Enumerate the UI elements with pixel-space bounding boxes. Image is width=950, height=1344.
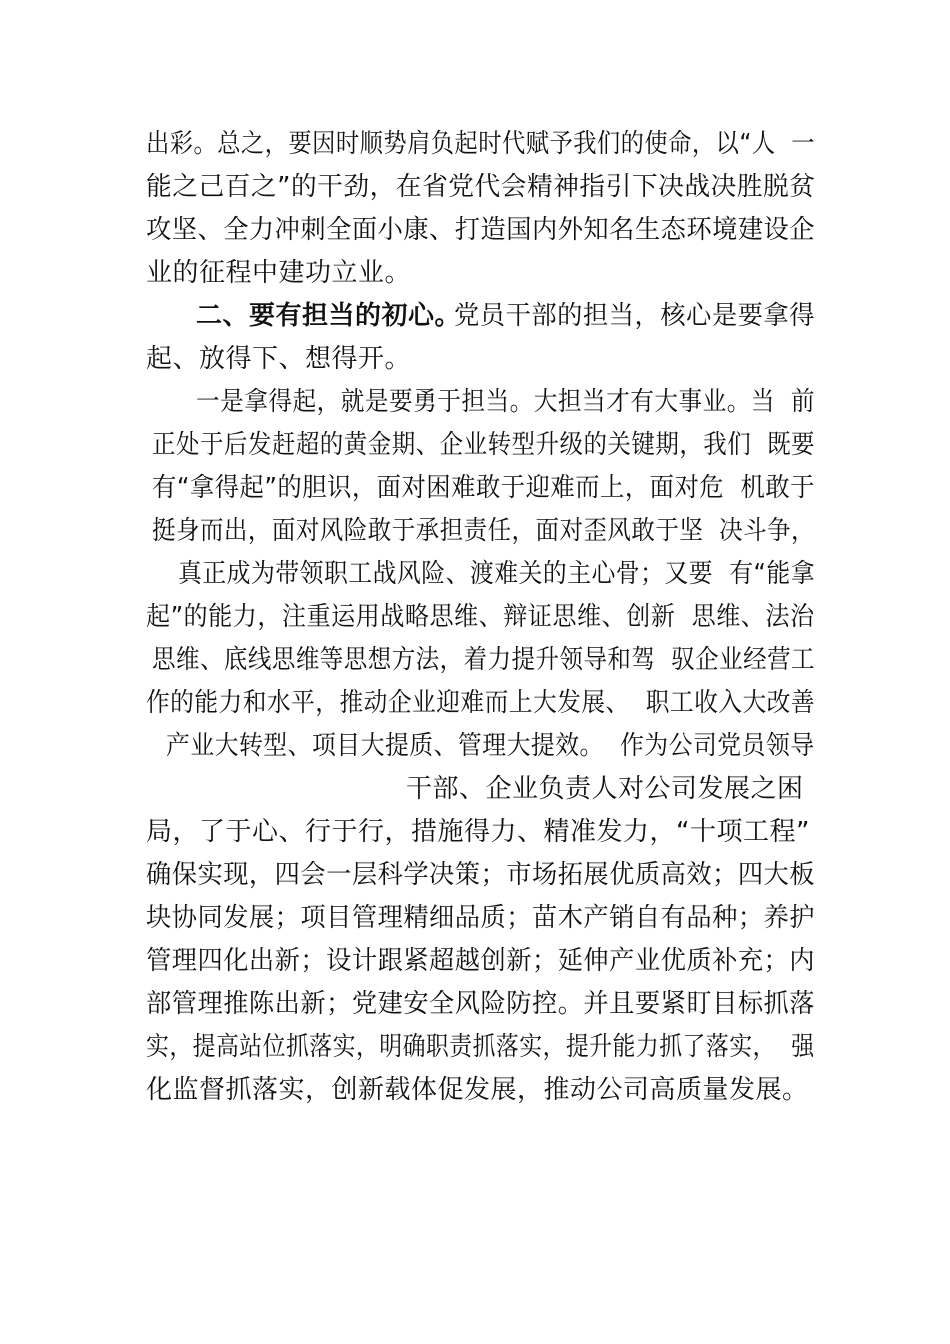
- text-line: 真正成为带领职工战风险、渡难关的主心骨；又要 有“能拿: [178, 559, 816, 589]
- text-line: 思维、底线思维等思想方法，着力提升领导和驾 驭企业经营工: [152, 645, 816, 675]
- text-line: 确保实现，四会一层科学决策；市场拓展优质高效；四大板: [146, 860, 816, 890]
- text-line: 起”的能力，注重运用战略思维、辩证思维、创新 思维、法治: [146, 602, 815, 632]
- text-line: 攻坚、全力冲刺全面小康、打造国内外知名生态环境建设企: [146, 215, 816, 245]
- text-line: 有“拿得起”的胆识，面对困难敢于迎难而上，面对危 机敢于: [152, 473, 815, 503]
- text-line: 挺身而出，面对风险敢于承担责任，面对歪风敢于坚 决斗争，: [152, 516, 816, 546]
- text-line: 一是拿得起，就是要勇于担当。大担当才有大事业。当 前: [196, 387, 816, 417]
- text-line: 块协同发展；项目管理精细品质；苗木产销自有品种；养护: [146, 903, 816, 933]
- text-line: 业的征程中建功立业。: [146, 258, 412, 288]
- text-line: 干部、企业负责人对公司发展之困: [406, 774, 804, 804]
- text-line: 产业大转型、项目大提质、管理大提效。 作为公司党员领导: [166, 731, 815, 761]
- text-line: 起、放得下、想得开。: [146, 344, 412, 374]
- text-line: 能之己百之”的干劲，在省党代会精神指引下决战决胜脱贫: [146, 172, 816, 202]
- text-line: 出彩。总之，要因时顺势肩负起时代赋予我们的使命，以“人 一: [146, 129, 816, 159]
- text-line: 局，了于心、行于行，措施得力、精准发力，“十项工程”: [146, 817, 810, 847]
- text-line: 作的能力和水平，推动企业迎难而上大发展、 职工收入大改善: [146, 688, 816, 718]
- section-heading: 二、要有担当的初心。: [196, 301, 462, 331]
- text-line: 化监督抓落实，创新载体促发展，推动公司高质量发展。: [146, 1075, 809, 1105]
- text-line: 管理四化出新；设计跟紧超越创新；延伸产业优质补充；内: [146, 946, 816, 976]
- text-line: 部管理推陈出新；党建安全风险防控。并且要紧盯目标抓落: [146, 989, 816, 1019]
- text-line: 实，提高站位抓落实，明确职责抓落实，提升能力抓了落实， 强: [146, 1032, 815, 1062]
- text-line: 正处于后发赶超的黄金期、企业转型升级的关键期，我们 既要: [152, 430, 816, 460]
- text-line: 党员干部的担当，核心是要拿得: [454, 301, 815, 331]
